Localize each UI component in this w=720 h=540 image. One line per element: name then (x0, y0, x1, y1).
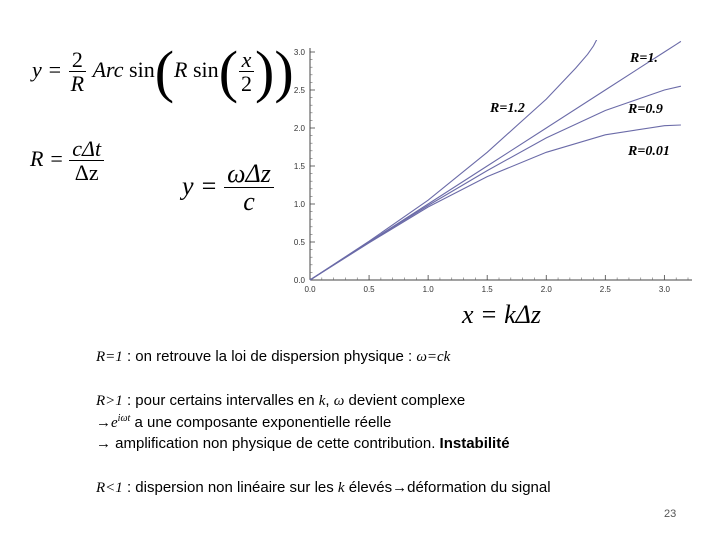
x-tick-label: 1.5 (481, 285, 493, 294)
text-line-r-greater-1: R>1 : pour certains intervalles en k, ω devient complexe (96, 392, 466, 409)
curve-label: R=0.01 (628, 144, 670, 159)
text-line-exponential: $\to e^{i\omega t}$ a une composante exponentielle réelle (96, 413, 392, 431)
arrow-icon: → (96, 435, 111, 452)
x-axis-formula: x = kΔz (462, 300, 542, 329)
series-line-R-1-2 (310, 40, 597, 280)
formula-r-definition: R = $\frac{\text{cΔt}}{\Delta z}$ (30, 137, 104, 185)
text-line-r-equals-1: R=1 : on retrouve la loi de dispersion physique : ω=ck (96, 348, 451, 365)
y-tick-label: 2.5 (293, 86, 305, 95)
y-tick-label: 0.0 (293, 276, 305, 285)
text-line-r-less-1: R<1 : dispersion non linéaire sur les k élevés→déformation du signal (96, 479, 551, 496)
fraction-cdt-over-dz: $\frac{\text{cΔt}}{\Delta z}$ (69, 137, 104, 185)
curve-label: R=0.9 (628, 102, 663, 117)
arrow-icon: → (96, 414, 111, 431)
x-tick-label: 1.0 (422, 285, 434, 294)
x-tick-label: 0.0 (304, 285, 316, 294)
formula-y-definition: y = $\frac{\text{ωΔz}}{c}$ (182, 160, 274, 217)
curve-label: R=1.2 (490, 101, 525, 116)
series-line-R-0-01 (310, 125, 681, 280)
x-tick-label: 3.0 (658, 285, 670, 294)
formula-y-lhs: y = (32, 57, 63, 83)
arrow-icon: → (392, 479, 408, 496)
y-tick-label: 0.5 (293, 238, 305, 247)
curve-label: R=1. (630, 51, 658, 66)
fraction-wdz-over-c: $\frac{\text{ωΔz}}{c}$ (224, 160, 274, 217)
y-tick-label: 1.0 (293, 200, 305, 209)
text-line-amplification: → amplification non physique de cette contribution. Instabilité (96, 435, 510, 452)
dispersion-chart (280, 40, 700, 295)
page-number: 23 (664, 508, 677, 520)
fraction-2-over-r: $\frac{2}{R}$ (70, 46, 85, 97)
fraction-x-over-2: $\frac{x}{2}$ (238, 48, 255, 96)
x-tick-label: 2.0 (540, 285, 552, 294)
y-tick-label: 3.0 (293, 48, 305, 57)
y-tick-label: 2.0 (293, 124, 305, 133)
y-tick-label: 1.5 (293, 162, 305, 171)
formula-arcsin: y = $\frac{2}{R}$ Arc sin(R sin( $\frac{x}{2}$ )) (32, 39, 294, 104)
x-tick-label: 0.5 (363, 285, 375, 294)
x-tick-label: 2.5 (599, 285, 611, 294)
